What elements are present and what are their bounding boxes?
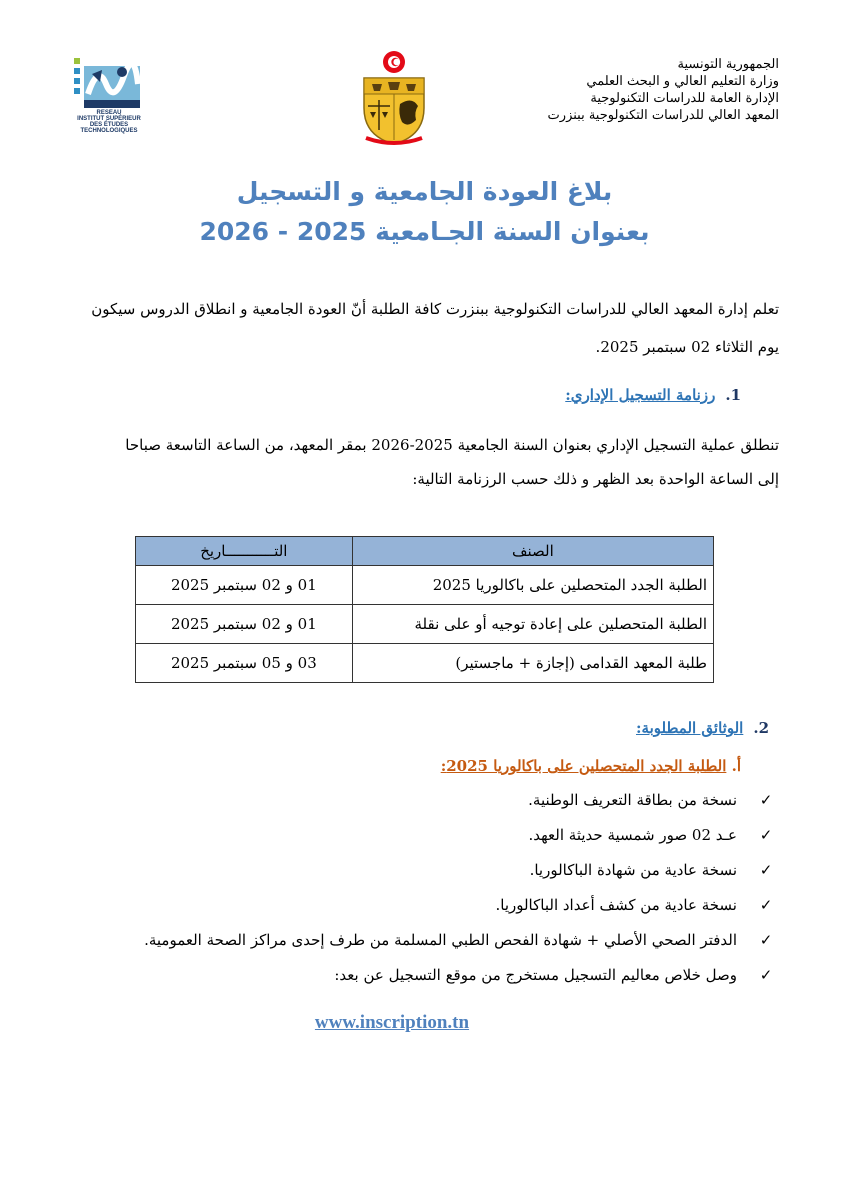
document-text: وصل خلاص معاليم التسجيل مستخرج من موقع التسجيل عن بعد: [334, 966, 737, 984]
document-text: الدفتر الصحي الأصلي + شهادة الفحص الطبي المسلمة من طرف إحدى مراكز الصحة العمومية. [144, 931, 737, 949]
subsection-a-heading [441, 757, 741, 775]
registration-website-link[interactable]: www.inscription.tn [314, 1012, 470, 1033]
title-line-2: بعنوان السنة الجـامعية 2025 - 2026 [199, 217, 650, 246]
cell-date: 01 و 02 سبتمبر 2025 [136, 566, 353, 605]
document-title [0, 172, 849, 252]
section-1-text-line-2: إلى الساعة الواحدة بعد الظهر و ذلك حسب الرزنامة التالية: [412, 470, 779, 488]
cell-date: 01 و 02 سبتمبر 2025 [136, 605, 353, 644]
logo-caption-line: RESEAU [96, 110, 122, 116]
checkmark-icon: ✓ [759, 966, 773, 984]
cell-category: الطلبة الجدد المتحصلين على باكالوريا 2025 [352, 566, 713, 605]
table-row [136, 605, 714, 644]
header-line-ministry: وزارة التعليم العالي و البحث العلمي [586, 74, 779, 89]
column-header-date: التـــــــــــاريخ [136, 537, 353, 566]
cell-date: 03 و 05 سبتمبر 2025 [136, 644, 353, 683]
table-row [136, 566, 714, 605]
header-line-directorate: الإدارة العامة للدراسات التكنولوجية [590, 91, 779, 106]
subsection-a-title: الطلبة الجدد المتحصلين على باكالوريا 2025: [440, 757, 727, 775]
checkmark-icon: ✓ [759, 826, 773, 844]
schedule-table [135, 536, 714, 683]
required-documents-list [59, 787, 779, 997]
document-text: نسخة من بطاقة التعريف الوطنية. [528, 791, 737, 809]
list-item [59, 962, 779, 997]
checkmark-icon: ✓ [759, 896, 773, 914]
coat-of-arms-emblem [358, 48, 430, 146]
column-header-category: الصنف [352, 537, 713, 566]
document-text: نسخة عادية من كشف أعداد الباكالوريا. [495, 896, 737, 914]
checkmark-icon: ✓ [759, 861, 773, 879]
subsection-a-marker: أ. [731, 757, 741, 775]
logo-caption-line: DES ÉTUDES [89, 122, 129, 128]
section-1-title: رزنامة التسجيل الإداري: [565, 386, 716, 404]
cell-category: الطلبة المتحصلين على إعادة توجيه أو على نقلة [352, 605, 713, 644]
title-line-1: بلاغ العودة الجامعية و التسجيل [236, 177, 613, 206]
header-line-institute: المعهد العالي للدراسات التكنولوجية ببنزرت [547, 108, 779, 123]
section-2-heading [636, 719, 769, 737]
logo-caption-line: INSTITUT SUPÉRIEUR [77, 116, 141, 122]
checkmark-icon: ✓ [759, 791, 773, 809]
ministry-header [479, 56, 779, 124]
section-2-title: الوثائق المطلوبة: [636, 719, 744, 737]
checkmark-icon: ✓ [759, 931, 773, 949]
section-1-heading [565, 386, 741, 404]
cell-category: طلبة المعهد القدامى (إجازة + ماجستير) [352, 644, 713, 683]
logo-caption-line: TECHNOLOGIQUES [80, 128, 138, 134]
document-text: نسخة عادية من شهادة الباكالوريا. [529, 861, 737, 879]
list-item [59, 927, 779, 962]
header-line-republic: الجمهورية التونسية [677, 57, 779, 72]
list-item [59, 892, 779, 927]
section-1-text-line-1: تنطلق عملية التسجيل الإداري بعنوان السنة الجامعية 2025-2026 بمقر المعهد، من الساعة التاسعة صباحا [125, 436, 779, 454]
table-header-row [136, 537, 714, 566]
section-2-number: 2. [753, 719, 769, 737]
table-row [136, 644, 714, 683]
intro-line-1: تعلم إدارة المعهد العالي للدراسات التكنولوجية ببنزرت كافة الطلبة أنّ العودة الجامعية و انطلاق الدروس سيكون [91, 300, 779, 318]
list-item [59, 857, 779, 892]
document-text: عـد 02 صور شمسية حديثة العهد. [528, 826, 737, 844]
intro-line-2: يوم الثلاثاء 02 سبتمبر 2025. [595, 338, 779, 356]
logo-caption [64, 110, 154, 134]
list-item [59, 787, 779, 822]
section-1-number: 1. [725, 386, 741, 404]
list-item [59, 822, 779, 857]
